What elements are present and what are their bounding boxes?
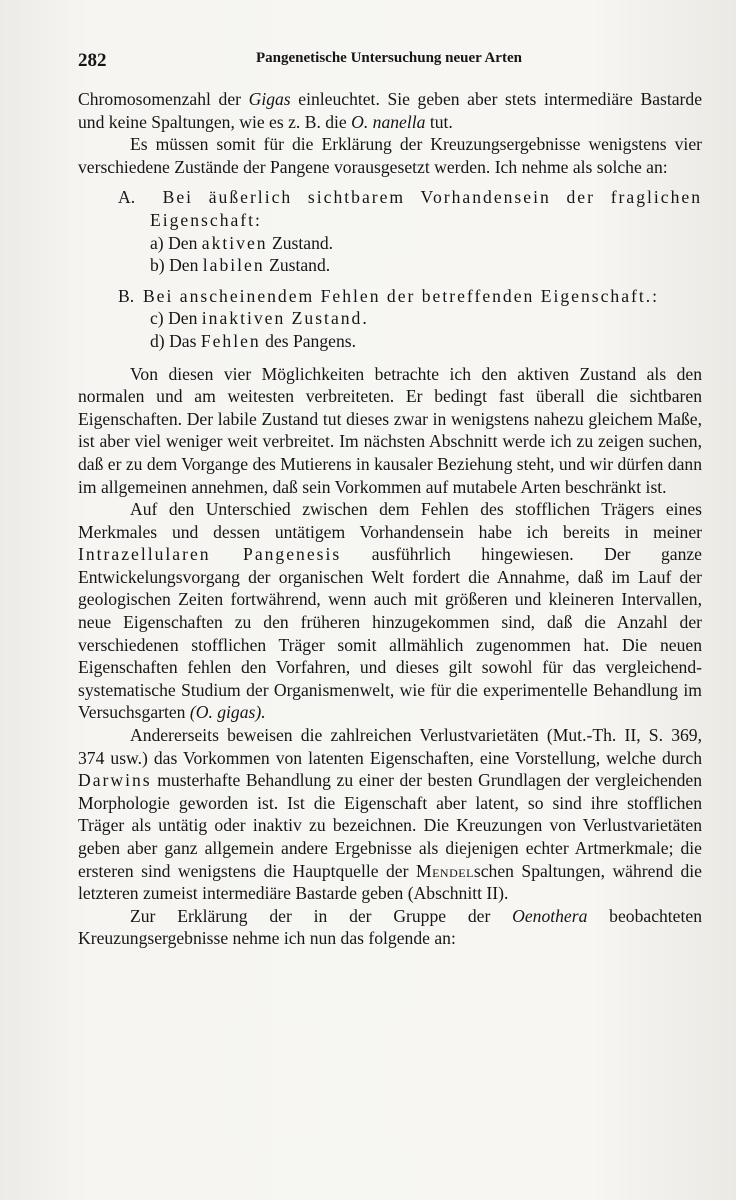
list-label: b) — [150, 255, 165, 276]
list-label: B. — [118, 285, 135, 306]
list-item-a — [78, 232, 702, 255]
spaced-term: labilen — [202, 255, 265, 276]
state-list — [78, 186, 702, 352]
page-body — [78, 88, 702, 950]
list-text: . — [362, 308, 367, 329]
text: Chromosomenzahl der — [78, 89, 249, 109]
list-text: Den — [168, 308, 202, 329]
spaced-term: Darwins — [78, 770, 152, 791]
list-label: a) — [150, 232, 164, 253]
italic-term: Oenothera — [512, 905, 588, 926]
paragraph-3: Von diesen vier Möglichkeiten betrachte ich den aktiven Zustand als den normalen und am weitesten verbreiteten. Er bedingt fast überall die sichtbaren Eigenschaften. Der labile Zustand tut dieses zwar in wenigstens nahezu gleichem Maße, ist aber viel weniger weit verbreitet. Im nächsten Abschnitt werde ich zu zeigen suchen, daß er zu dem Vorgange des Mutierens in kausaler Beziehung steht, und wir dürfen dann im allgemeinen annehmen, daß sein Vorkommen auf mutabele Arten beschränkt ist. — [78, 363, 702, 497]
paragraph-5 — [78, 724, 702, 905]
spaced-term: inaktiven Zustand — [201, 308, 363, 329]
running-title: Pangenetische Untersuchung neuer Arten — [256, 50, 522, 66]
page-number: 282 — [78, 50, 107, 71]
list-text: Bei äußerlich sichtbarem Vorhandensein der fraglichen Eigenschaft: — [150, 187, 703, 230]
spaced-term: Intrazellularen Pangenesis — [78, 544, 342, 565]
spaced-term: Fehlen — [200, 330, 261, 351]
list-text: Zustand. — [264, 255, 331, 276]
list-label: d) — [150, 330, 165, 351]
text: einleuchtet. Sie geben aber stets intermediäre Bastarde und keine Spaltungen, wie es z. B. die — [78, 89, 703, 132]
text: schen Spaltungen, während die letzteren zumeist intermediäre Bastarde geben (Abschnitt II). — [78, 860, 702, 904]
list-item-a-heading — [78, 186, 702, 231]
text: Andererseits beweisen die zahlreichen Verlustvarietäten (Mut.-Th. II, S. 369, 374 usw.) das Vorkommen von latenten Eigenschaften, eine Vorstellung, welche durch — [78, 725, 702, 768]
text: ausführlich hingewiesen. Der ganze Entwickelungsvorgang der organischen Welt fordert die Annahme, daß im Lauf der geologischen Zeiten fortwährend, wenn auch mit größeren und kleineren Intervallen, neue Eigenschaften zu den früheren hinzugekommen sind, daß die Anzahl der verschiedenen stofflichen Träger somit allmählich zugenommen hat. Die neuen Eigenschaften fehlen den Vorfahren, und dieses gilt sowohl für das vergleichend-systematische Studium der Organismenwelt, wie für die experimentelle Behandlung im Versuchsgarten — [78, 544, 702, 723]
text: Auf den Unterschied zwischen dem Fehlen des stofflichen Trägers eines Merkmales und dessen untätigem Vorhandensein habe ich bereits in meiner — [78, 499, 702, 542]
list-label: A. — [118, 187, 136, 208]
list-text: Zustand. — [267, 232, 334, 253]
paragraph-1 — [78, 88, 702, 133]
paragraph-4 — [78, 498, 702, 724]
text: musterhafte Behandlung zu einer der besten Grundlagen der vergleichenden Morphologie geworden ist. Ist die Eigenschaft aber latent, so sind ihre stofflichen Träger als untätig oder inaktiv zu bezeichnen. Die Kreuzungen von Verlustvarietäten geben aber ganz allgemein andere Ergebnisse als diejenigen echter Artmerkmale; die ersteren sind wenigstens die Hauptquelle der — [78, 770, 702, 881]
italic-term: O. nanella — [351, 111, 426, 132]
paragraph-2: Es müssen somit für die Erklärung der Kreuzungsergebnisse wenigstens vier verschiedene Zustände der Pangene vorausgesetzt werden. Ich nehme als solche an: — [78, 134, 702, 177]
italic-term: Gigas — [248, 89, 291, 109]
list-item-c — [78, 307, 702, 330]
italic-term: (O. gigas). — [189, 702, 266, 723]
page-header — [78, 48, 708, 72]
list-item-b-heading — [78, 285, 702, 308]
list-item-d — [78, 330, 702, 353]
text: Zur Erklärung der in der Gruppe der — [130, 905, 513, 926]
list-label: c) — [150, 308, 164, 329]
text: beobachteten Kreuzungsergebnisse nehme ich nun das folgende an: — [78, 905, 702, 949]
list-text: des Pangens. — [260, 330, 357, 351]
text: tut. — [425, 111, 453, 132]
list-text: Bei anscheinendem Fehlen der betreffenden Eigenschaft.: — [142, 285, 660, 306]
list-text: Den — [168, 232, 202, 253]
list-text: Das — [169, 330, 201, 351]
smallcaps-term: Mendel — [415, 860, 474, 881]
list-item-b — [78, 254, 702, 277]
list-text: Den — [169, 255, 203, 276]
spaced-term: aktiven — [201, 232, 268, 253]
paragraph-6 — [78, 905, 702, 950]
